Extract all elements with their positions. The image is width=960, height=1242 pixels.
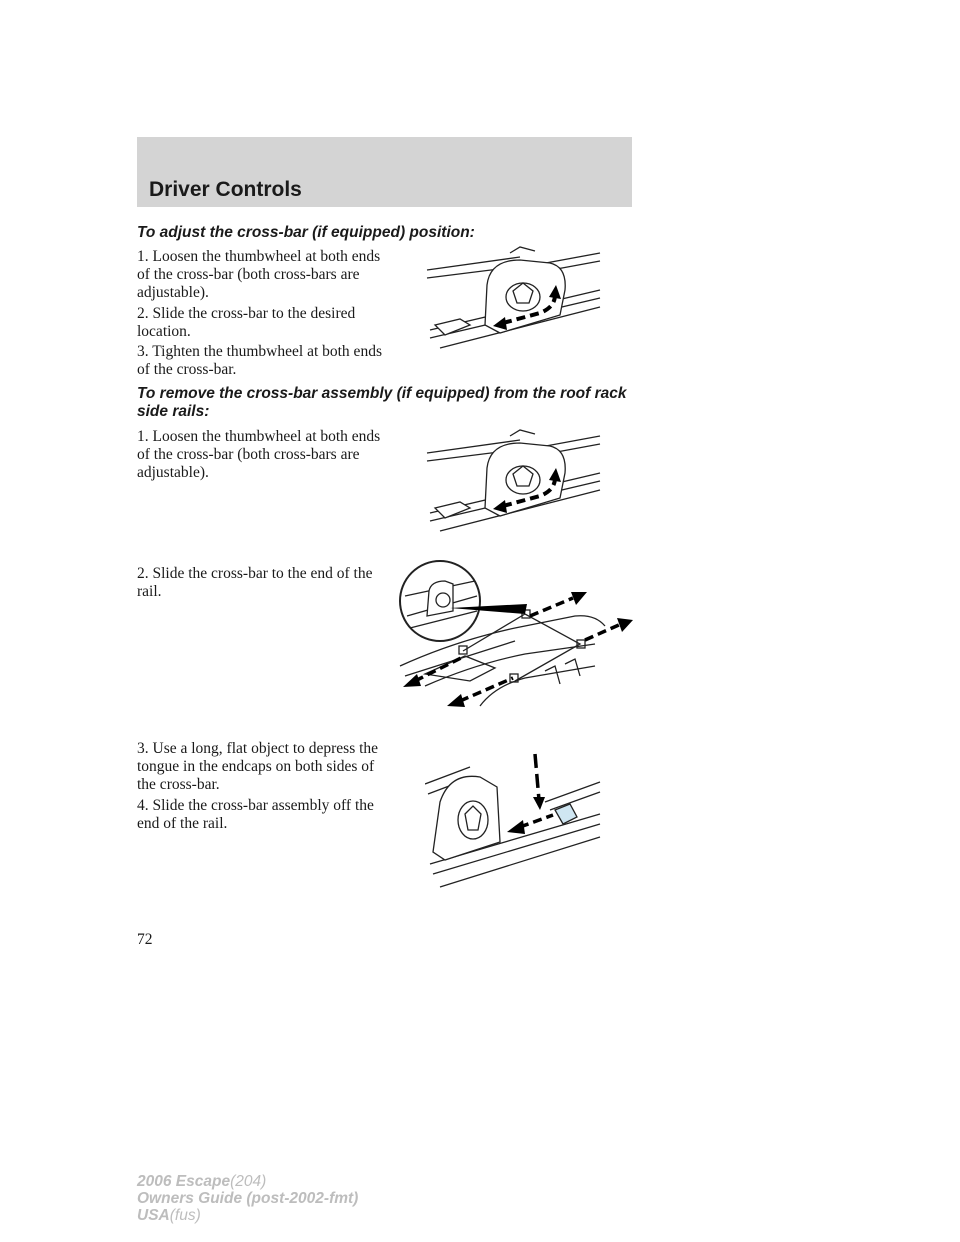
footer-market-code: (fus): [169, 1207, 201, 1224]
adjust-step-2: 2. Slide the cross-bar to the desired location.: [137, 305, 356, 340]
footer-guide: Owners Guide (post-2002-fmt): [137, 1190, 359, 1207]
thumbwheel-remove-illustration: [425, 428, 605, 543]
footer-line-2: [137, 1190, 358, 1207]
remove-step-4: 4. Slide the cross-bar assembly off the end of the rail.: [137, 797, 374, 832]
adjust-step-3: 3. Tighten the thumbwheel at both ends of the cross-bar.: [137, 343, 382, 378]
endcap-tongue-illustration: [425, 742, 605, 890]
section-title: Driver Controls: [149, 178, 302, 201]
adjust-step-1: 1. Loosen the thumbwheel at both ends of the cross-bar (both cross-bars are adjustable).: [137, 248, 381, 301]
remove-step-1: 1. Loosen the thumbwheel at both ends of the cross-bar (both cross-bars are adjustable).: [137, 428, 381, 481]
footer-line-1: [137, 1173, 358, 1190]
footer-model: 2006 Escape: [137, 1173, 231, 1190]
footer-model-code: (204): [230, 1173, 267, 1190]
footer-line-3: [137, 1207, 358, 1224]
footer-market: USA: [137, 1207, 170, 1224]
page-number: 72: [137, 931, 153, 948]
adjust-heading: To adjust the cross-bar (if equipped) position:: [137, 224, 475, 241]
footer: [137, 1173, 358, 1224]
roof-rack-illustration: [395, 556, 640, 721]
thumbwheel-illustration: [425, 245, 605, 360]
remove-step-3: 3. Use a long, flat object to depress the tongue in the endcaps on both sides of the cross-bar.: [137, 740, 379, 793]
remove-step-2: 2. Slide the cross-bar to the end of the rail.: [137, 565, 373, 600]
remove-heading: To remove the cross-bar assembly (if equipped) from the roof rack side rails:: [137, 385, 627, 420]
